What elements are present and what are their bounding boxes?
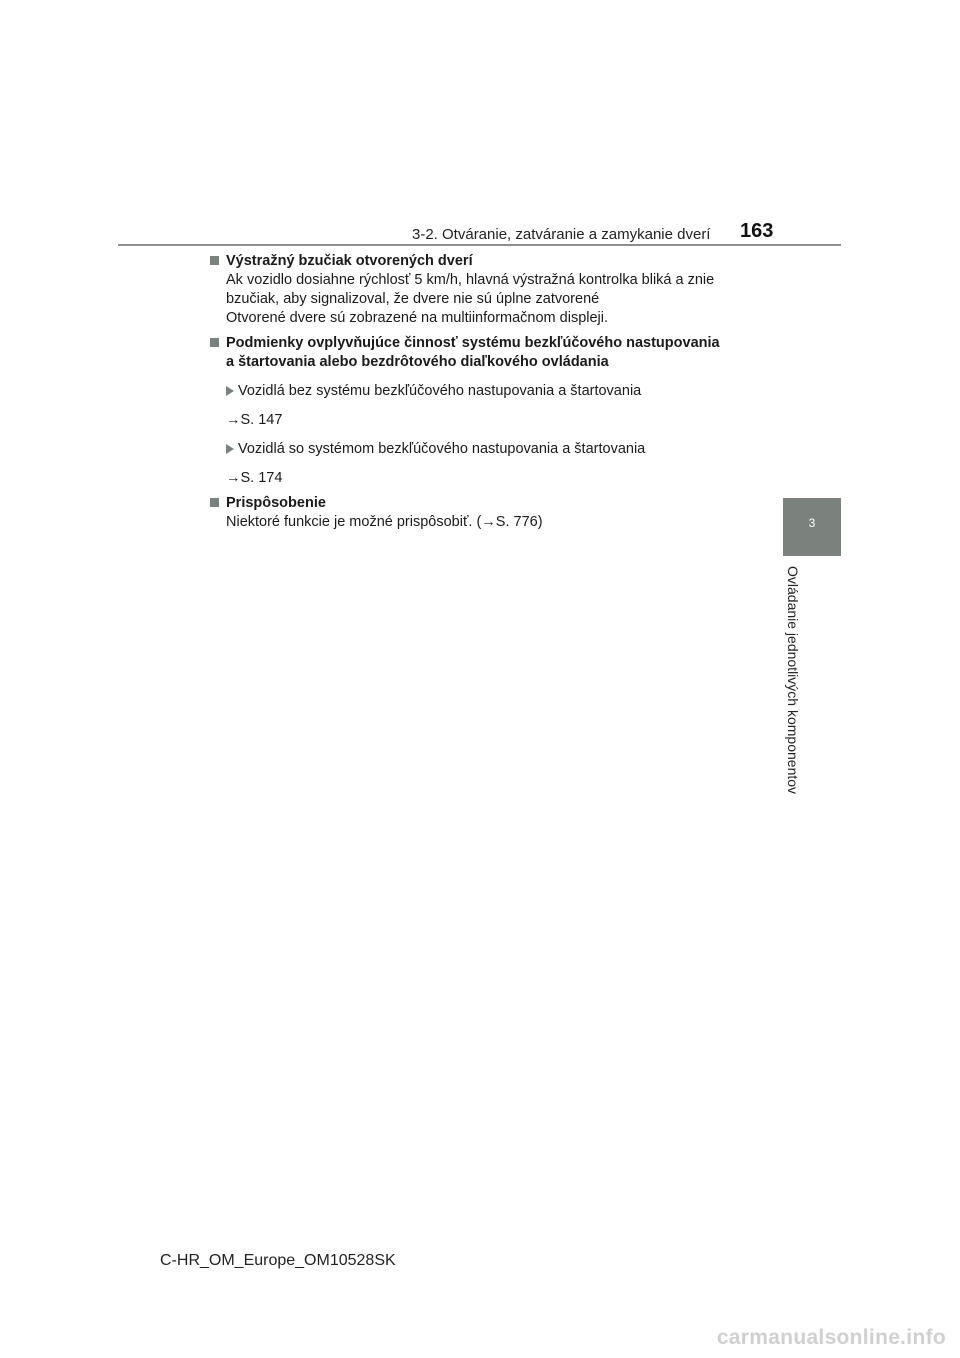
list-item-text: Vozidlá bez systému bezkľúčového nastupovania a štartovania — [238, 383, 642, 399]
chapter-number: 3 — [808, 516, 816, 530]
door-buzzer-section — [210, 252, 755, 328]
document-code: C-HR_OM_Europe_OM10528SK — [160, 1252, 396, 1269]
page-number: 163 — [740, 220, 774, 242]
chapter-title: Ovládanie jednotlivých komponentov — [785, 566, 801, 795]
section-heading — [210, 252, 755, 271]
list-item-text: Vozidlá so systémom bezkľúčového nastupovania a štartovania — [238, 441, 646, 457]
triangle-bullet-icon — [226, 386, 234, 396]
square-bullet-icon — [210, 256, 219, 265]
body-line: Otvorené dvere sú zobrazené na multiinformačnom displeji. — [226, 310, 609, 326]
heading-text: Podmienky ovplyvňujúce činnosť systému bezkľúčového nastupovania — [226, 335, 720, 351]
header-divider — [118, 244, 841, 246]
page-reference-link[interactable]: →S. 147 — [226, 412, 283, 428]
body-line: Ak vozidlo dosiahne rýchlosť 5 km/h, hlavná výstražná kontrolka bliká a znie — [226, 272, 715, 288]
list-item — [210, 440, 755, 459]
section-heading — [210, 334, 755, 353]
section-heading — [210, 494, 755, 513]
body-line: Niektoré funkcie je možné prispôsobiť. (→S. 776) — [226, 514, 543, 530]
heading-text: Výstražný bzučiak otvorených dverí — [226, 253, 473, 269]
chapter-tab — [783, 498, 841, 556]
section-header: 3-2. Otváranie, zatváranie a zamykanie dverí — [412, 226, 711, 243]
customization-section — [210, 494, 755, 532]
triangle-bullet-icon — [226, 444, 234, 454]
watermark: carmanualsonline.info — [716, 1326, 946, 1349]
heading-text: Prispôsobenie — [226, 495, 326, 511]
square-bullet-icon — [210, 498, 219, 507]
list-item — [210, 382, 755, 401]
page-content — [210, 252, 755, 532]
body-line: bzučiak, aby signalizoval, že dvere nie sú úplne zatvorené — [226, 291, 600, 307]
page-reference-link[interactable]: →S. 174 — [226, 470, 283, 486]
section-heading-continued: a štartovania alebo bezdrôtového diaľkového ovládania — [226, 354, 609, 370]
square-bullet-icon — [210, 338, 219, 347]
conditions-section — [210, 334, 755, 488]
